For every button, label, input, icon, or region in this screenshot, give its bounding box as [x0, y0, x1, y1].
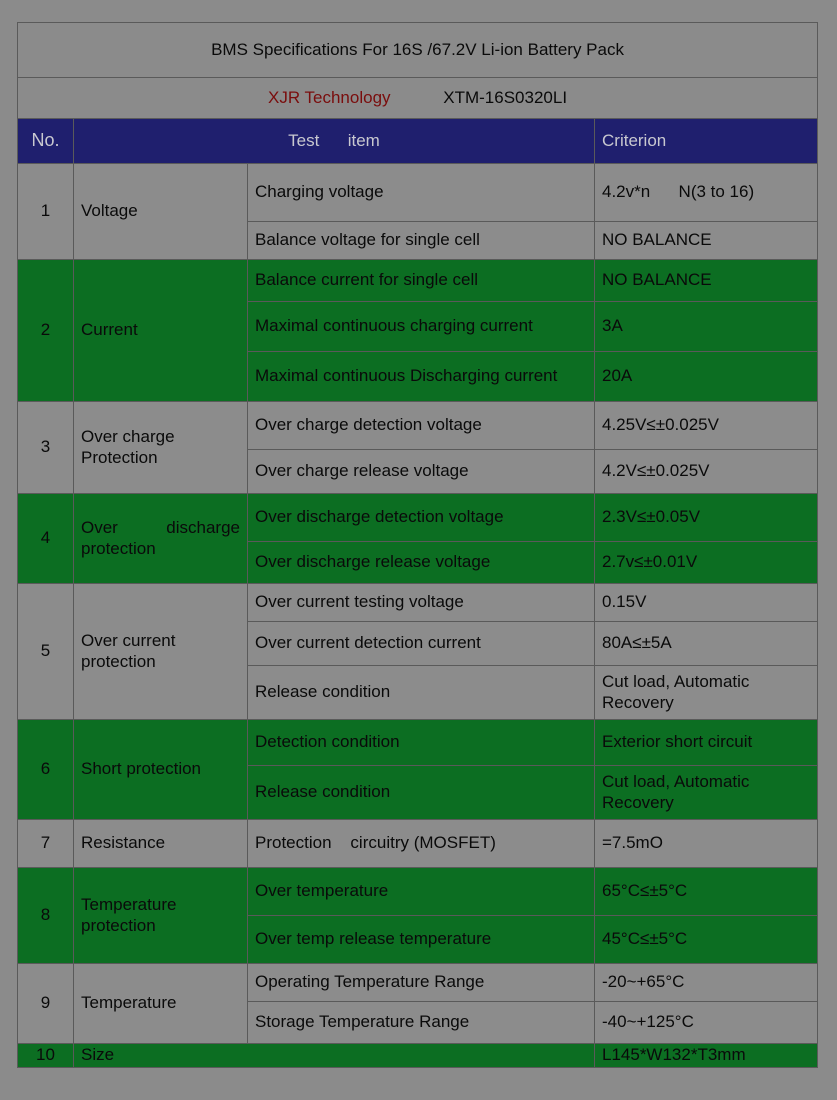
test-item: Balance voltage for single cell	[248, 222, 595, 260]
header-criterion: Criterion	[595, 119, 818, 164]
test-item: Over current testing voltage	[248, 584, 595, 622]
criterion-value: Cut load, Automatic Recovery	[595, 766, 818, 820]
criterion-value: NO BALANCE	[595, 260, 818, 302]
test-item: Over charge detection voltage	[248, 402, 595, 450]
table-row	[18, 584, 818, 622]
row-number: 1	[18, 164, 74, 260]
test-item: Storage Temperature Range	[248, 1002, 595, 1044]
table-row	[18, 494, 818, 542]
criterion-value: -40~+125°C	[595, 1002, 818, 1044]
row-category: Current	[74, 260, 248, 402]
test-item: Over current detection current	[248, 622, 595, 666]
test-item: Maximal continuous Discharging current	[248, 352, 595, 402]
row-category: Resistance	[74, 820, 248, 868]
model-number: XTM-16S0320LI	[443, 87, 568, 107]
table-header	[18, 119, 818, 164]
row-category: Over discharge protection	[74, 494, 248, 584]
table-row	[18, 1044, 818, 1068]
criterion-value: 80A≤±5A	[595, 622, 818, 666]
criterion-value: =7.5mO	[595, 820, 818, 868]
test-item: Release condition	[248, 766, 595, 820]
test-item: Operating Temperature Range	[248, 964, 595, 1002]
test-item: Over charge release voltage	[248, 450, 595, 494]
test-item: Release condition	[248, 666, 595, 720]
test-item: Charging voltage	[248, 164, 595, 222]
criterion-value: 4.25V≤±0.025V	[595, 402, 818, 450]
row-number: 9	[18, 964, 74, 1044]
test-item: Maximal continuous charging current	[248, 302, 595, 352]
row-category: Over charge Protection	[74, 402, 248, 494]
row-category: Voltage	[74, 164, 248, 260]
header-test-item: Test item	[74, 119, 595, 164]
criterion-value: Exterior short circuit	[595, 720, 818, 766]
row-category: Over current protection	[74, 584, 248, 720]
row-category: Short protection	[74, 720, 248, 820]
test-item: Over discharge release voltage	[248, 542, 595, 584]
criterion-value: Cut load, Automatic Recovery	[595, 666, 818, 720]
criterion-value: 20A	[595, 352, 818, 402]
brand-line	[18, 78, 818, 119]
table-row	[18, 260, 818, 302]
table-row	[18, 720, 818, 766]
brand-name: XJR Technology	[267, 87, 391, 107]
table-row	[18, 964, 818, 1002]
test-item: Balance current for single cell	[248, 260, 595, 302]
criterion-value: 2.7v≤±0.01V	[595, 542, 818, 584]
document-title: BMS Specifications For 16S /67.2V Li-ion Battery Pack	[18, 23, 818, 78]
header-no: No.	[18, 119, 74, 164]
test-item: Protection circuitry (MOSFET)	[248, 820, 595, 868]
table-row	[18, 164, 818, 222]
bms-spec-table	[17, 22, 818, 1068]
test-item: Detection condition	[248, 720, 595, 766]
criterion-value: 45°C≤±5°C	[595, 916, 818, 964]
table-row	[18, 402, 818, 450]
table-row	[18, 868, 818, 916]
criterion-value: NO BALANCE	[595, 222, 818, 260]
criterion-value: -20~+65°C	[595, 964, 818, 1002]
criterion-value: 0.15V	[595, 584, 818, 622]
test-item: Over discharge detection voltage	[248, 494, 595, 542]
spec-rows	[18, 164, 818, 1068]
row-number: 10	[18, 1044, 74, 1068]
test-item: Over temp release temperature	[248, 916, 595, 964]
row-number: 4	[18, 494, 74, 584]
row-number: 6	[18, 720, 74, 820]
row-number: 8	[18, 868, 74, 964]
test-item: Over temperature	[248, 868, 595, 916]
row-number: 3	[18, 402, 74, 494]
criterion-value: 4.2V≤±0.025V	[595, 450, 818, 494]
row-category: Temperature	[74, 964, 248, 1044]
criterion-value: 4.2v*n N(3 to 16)	[595, 164, 818, 222]
criterion-value: 2.3V≤±0.05V	[595, 494, 818, 542]
row-number: 7	[18, 820, 74, 868]
table-row	[18, 820, 818, 868]
row-category: Temperature protection	[74, 868, 248, 964]
criterion-value: 3A	[595, 302, 818, 352]
row-number: 5	[18, 584, 74, 720]
criterion-value: L145*W132*T3mm	[595, 1044, 818, 1068]
row-category: Size	[74, 1044, 595, 1068]
criterion-value: 65°C≤±5°C	[595, 868, 818, 916]
row-number: 2	[18, 260, 74, 402]
